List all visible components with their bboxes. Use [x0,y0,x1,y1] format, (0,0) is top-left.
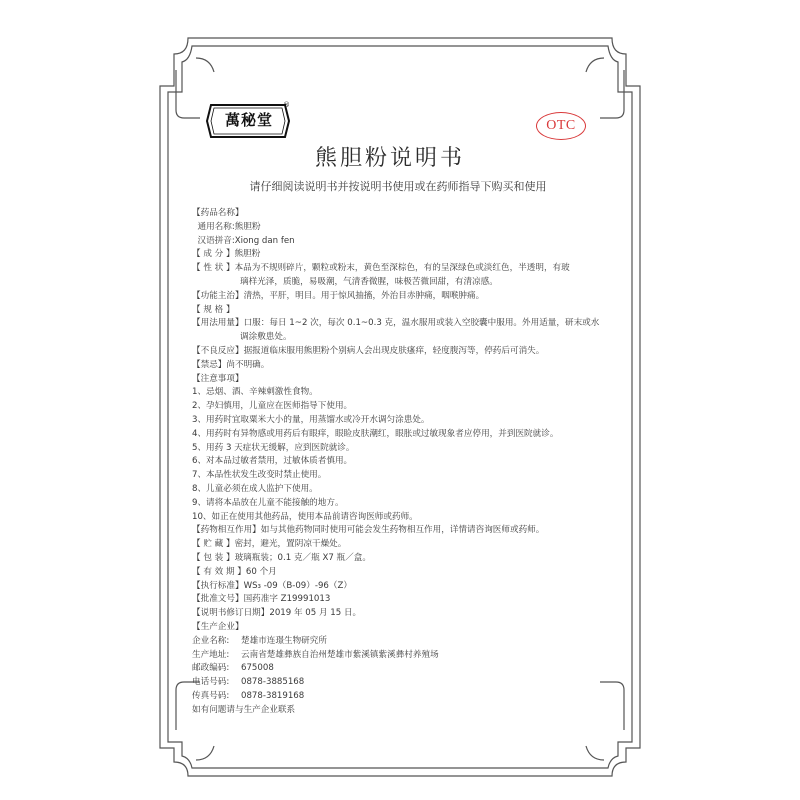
precaution-item [192,497,612,511]
precaution-item [192,442,612,456]
section-label: 【注意事项】 [192,373,244,384]
precaution-text: 1、忌烟、酒、辛辣刺激性食物。 [192,387,318,398]
section-value: 玻璃瓶装；0.1 克／瓶 X7 瓶／盒。 [234,552,371,563]
field-value: 0878-3819168 [241,690,305,701]
section-label: 【 贮 藏 】 [192,539,235,550]
revision-row [192,607,612,621]
section-value: 璃样光泽，质脆，易吸潮，气清香微腥，味极苦微回甜，有清凉感。 [240,276,498,287]
packaging-row [192,552,612,566]
section-value: 尚不明确。 [226,359,270,370]
field-value: 云南省楚雄彝族自治州楚雄市紫溪镇紫溪彝村养殖场 [241,649,439,660]
section-label: 【用法用量】 [192,318,244,329]
ingredients-row [192,248,612,262]
manufacturer-field [192,649,612,663]
field-label: 传真号码: [192,690,230,701]
precaution-item [192,386,612,400]
manufacturer-field [192,690,612,704]
section-value: 口服：每日 1~2 次，每次 0.1~0.3 克，温水服用或装入空胶囊中服用。外用适量，研末或水 [243,318,600,329]
brand-logo [203,101,293,141]
brand-name: 萬秘堂 [224,111,273,129]
properties-row [192,262,612,276]
properties-row-cont [192,276,612,290]
section-label: 【说明书修订日期】 [192,608,270,619]
field-value: 0878-3885168 [241,677,305,688]
interactions-row [192,524,612,538]
field-label: 企业名称: [192,635,230,646]
dosage-row [192,317,612,331]
section-value: WS₃ -09（B-09）-96（Z） [243,580,352,591]
section-value: 国药准字 Z19991013 [243,594,331,605]
standard-row [192,580,612,594]
precaution-text: 4、用药时有异物感或用药后有眼痒，眼睑皮肤潮红，眼胀或过敏现象者应停用，并到医院就诊。 [192,428,559,439]
field-label: 通用名称: [197,221,235,232]
section-value: 2019 年 05 月 15 日。 [269,608,362,619]
precaution-item [192,400,612,414]
precaution-item [192,469,612,483]
section-value: 本品为不规则碎片，颗粒或粉末，黄色至深棕色，有的呈深绿色或淡红色，半透明，有玻 [234,263,570,274]
field-value: 熊胆粉 [234,221,261,232]
section-value: 清热，平肝，明目。用于惊风抽搐，外治目赤肿痛，咽喉肿痛。 [243,290,485,301]
precaution-item [192,428,612,442]
precaution-item [192,511,612,525]
registered-mark: ® [283,101,290,109]
precaution-text: 7、本品性状发生改变时禁止使用。 [192,470,327,481]
common-name-row [192,221,612,235]
storage-row [192,538,612,552]
section-value: 熊胆粉 [234,249,261,260]
field-value: 675008 [241,663,274,674]
field-value: Xiong dan fen [234,235,295,246]
otc-badge: OTC [536,112,586,140]
contact-footer [192,704,612,718]
section-label: 【不良反应】 [192,345,244,356]
field-label: 电话号码: [192,677,230,688]
section-value: 密封，避光，置阴凉干燥处。 [234,539,347,550]
section-label: 【批准文号】 [192,594,244,605]
page-title: 熊胆粉说明书 [314,146,465,171]
section-label: 【 成 分 】 [192,249,235,260]
precaution-text: 2、孕妇慎用，儿童应在医师指导下使用。 [192,401,353,412]
section-label: 【药物相互作用】 [192,525,261,536]
dosage-row-cont [192,331,612,345]
precautions-heading [192,373,612,387]
section-label: 【 性 状 】 [192,263,235,274]
drug-name-heading [192,207,612,221]
contraindications-row [192,359,612,373]
section-value: 如与其他药物同时使用可能会发生药物相互作用，详情请咨询医师或药师。 [260,525,545,536]
section-label: 【执行标准】 [192,580,244,591]
section-label: 【 有 效 期 】 [192,566,246,577]
precaution-item [192,455,612,469]
section-label: 【 规 格 】 [192,304,235,315]
footer-text: 如有问题请与生产企业联系 [192,704,296,715]
page-subtitle: 请仔细阅读说明书并按说明书使用或在药师指导下购买和使用 [249,180,547,193]
approval-row [192,593,612,607]
manufacturer-field [192,662,612,676]
field-label: 生产地址: [192,649,230,660]
precaution-text: 3、用药时宜取粟米大小的量，用蒸馏水或冷开水调匀涂患处。 [192,414,430,425]
manufacturer-field [192,635,612,649]
precaution-item [192,483,612,497]
manufacturer-field [192,676,612,690]
precaution-text: 10、如正在使用其他药品，使用本品前请咨询医师或药师。 [192,511,418,522]
indications-row [192,290,612,304]
precaution-text: 6、对本品过敏者禁用，过敏体质者慎用。 [192,456,353,467]
pinyin-row [192,235,612,249]
field-label: 邮政编码: [192,663,230,674]
section-value: 据报道临床服用熊胆粉个别病人会出现皮肤瘙痒，轻度腹泻等，停药后可消失。 [243,345,545,356]
precaution-item [192,414,612,428]
field-label: 汉语拼音: [197,235,235,246]
section-value: 调涂敷患处。 [240,332,292,343]
manufacturer-heading [192,621,612,635]
precaution-text: 5、用药 3 天症状无缓解，应到医院就诊。 [192,442,355,453]
validity-row [192,566,612,580]
specification-row [192,304,612,318]
section-label: 【禁忌】 [192,359,227,370]
section-label: 【 包 装 】 [192,552,235,563]
precaution-text: 8、儿童必须在成人监护下使用。 [192,483,318,494]
precaution-text: 9、请将本品放在儿童不能接触的地方。 [192,497,344,508]
adverse-row [192,345,612,359]
section-label: 【功能主治】 [192,290,244,301]
field-value: 楚雄市连璟生物研究所 [241,635,327,646]
section-value: 60 个月 [245,566,277,577]
leaflet-body [192,207,612,717]
section-label: 【药品名称】 [192,208,244,218]
section-label: 【生产企业】 [192,621,244,632]
